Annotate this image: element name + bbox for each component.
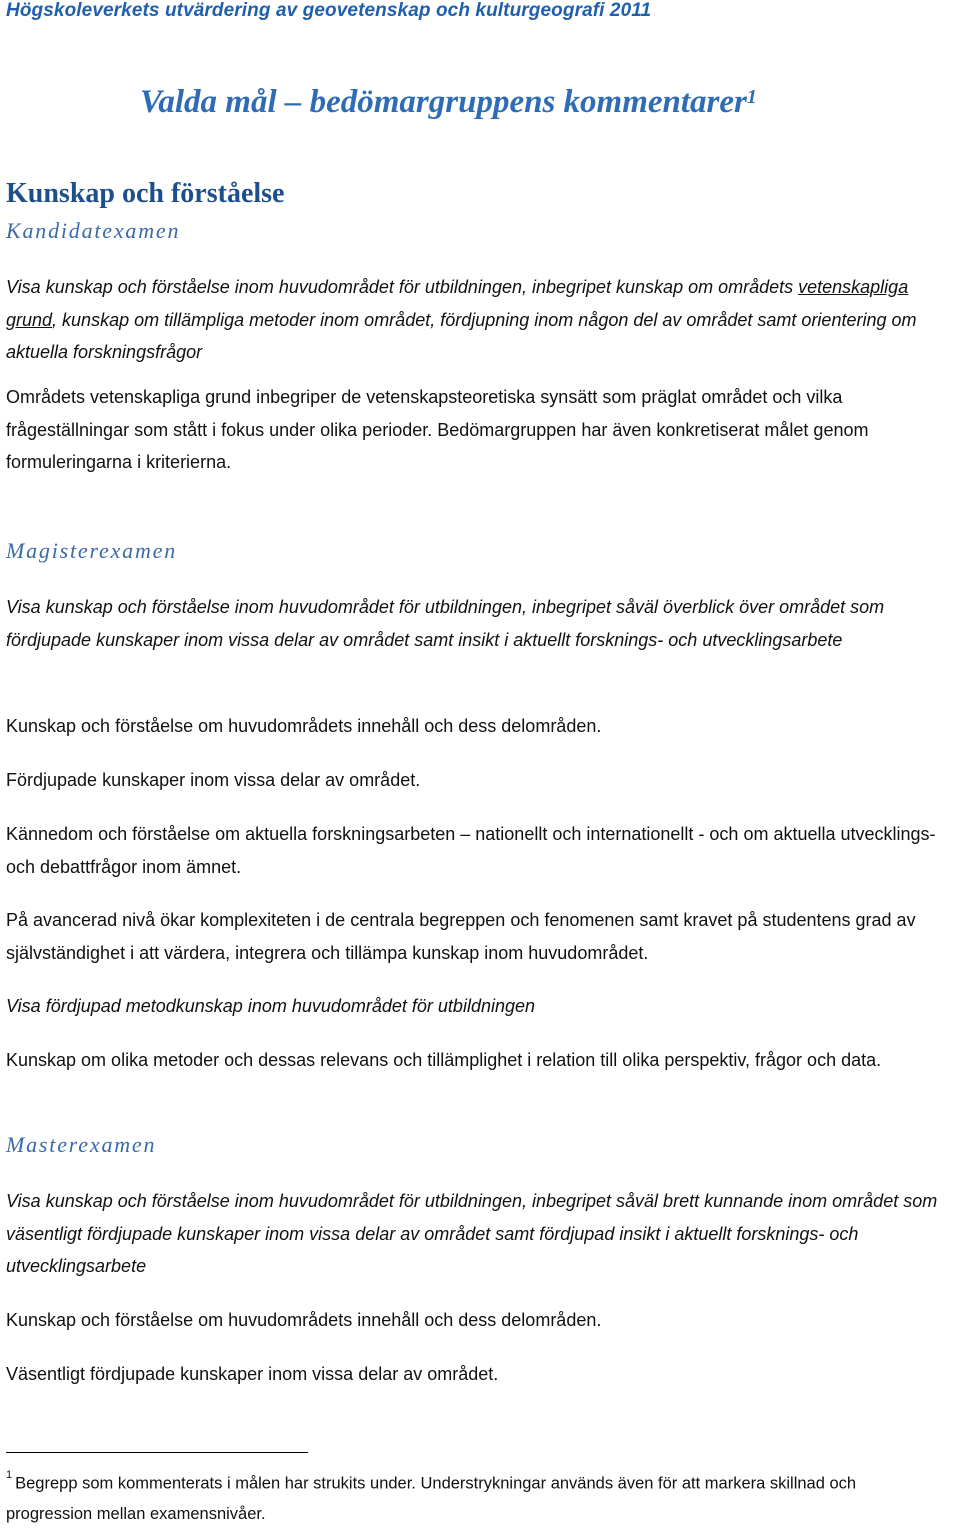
section-heading: Kunskap och förståelse	[6, 178, 285, 209]
page-title-text: Valda mål – bedömargruppens kommentarer	[140, 84, 747, 120]
underlined-term: vetenskapliga grund	[6, 277, 909, 330]
page-title	[140, 84, 757, 121]
footnote-marker: 1	[6, 1469, 13, 1481]
footnote-ref: 1	[746, 86, 757, 108]
magister-heading: Magisterexamen	[6, 538, 178, 563]
kandidat-heading: Kandidatexamen	[6, 218, 181, 243]
master-criterion-2: Väsentligt fördjupade kunskaper inom vissa delar av området.	[6, 1364, 499, 1384]
magister-criterion-1: Kunskap och förståelse om huvudområdets innehåll och dess delområden.	[6, 716, 602, 736]
master-heading: Masterexamen	[6, 1132, 157, 1157]
page-header: Högskoleverkets utvärdering av geovetenskap och kulturgeografi 2011	[6, 0, 652, 21]
kandidat-comment: Områdets vetenskapliga grund inbegriper de vetenskapsteoretiska synsätt som präglat området och vilka frågeställningar som stått i fokus under olika perioder. Bedömargruppen har även konkretiserat målet genom formuleringarna i kriterierna.	[6, 387, 869, 472]
kandidat-goal-text-rest: , kunskap om tillämpliga metoder inom området, fördjupning inom någon del av området samt orientering om aktuella forskningsfrågor	[6, 309, 917, 362]
magister-criterion-5: Kunskap om olika metoder och dessas relevans och tillämplighet i relation till olika perspektiv, frågor och data.	[6, 1050, 882, 1070]
footnote-divider	[6, 1452, 308, 1453]
magister-goal: Visa kunskap och förståelse inom huvudområdet för utbildningen, inbegripet såväl överblick över området som fördjupade kunskaper inom vissa delar av området samt insikt i aktuellt forsknings- och utvecklingsarbete	[6, 597, 885, 650]
master-goal: Visa kunskap och förståelse inom huvudområdet för utbildningen, inbegripet såväl brett kunnande inom området som väsentligt fördjupade kunskaper inom vissa delar av området samt fördjupad insikt i aktuellt forsknings- och utvecklingsarbete	[6, 1191, 938, 1276]
magister-goal-2: Visa fördjupad metodkunskap inom huvudområdet för utbildningen	[6, 996, 536, 1016]
master-criterion-1: Kunskap och förståelse om huvudområdets innehåll och dess delområden.	[6, 1310, 602, 1330]
kandidat-goal-text: Visa kunskap och förståelse inom huvudområdet för utbildningen, inbegripet kunskap om områdets	[6, 277, 799, 297]
magister-criterion-2: Fördjupade kunskaper inom vissa delar av området.	[6, 770, 421, 790]
magister-criterion-4: På avancerad nivå ökar komplexiteten i de centrala begreppen och fenomenen samt kravet på studentens grad av självständighet i att värdera, integrera och tillämpa kunskap inom huvudområdet.	[6, 910, 916, 963]
kandidat-goal	[6, 271, 958, 369]
magister-criterion-3: Kännedom och förståelse om aktuella forskningsarbeten – nationellt och internationellt - och om aktuella utvecklings- och debattfrågor inom ämnet.	[6, 824, 936, 877]
footnote-text: Begrepp som kommenterats i målen har strukits under. Understrykningar används även för att markera skillnad och progression mellan examensnivåer.	[6, 1474, 857, 1523]
